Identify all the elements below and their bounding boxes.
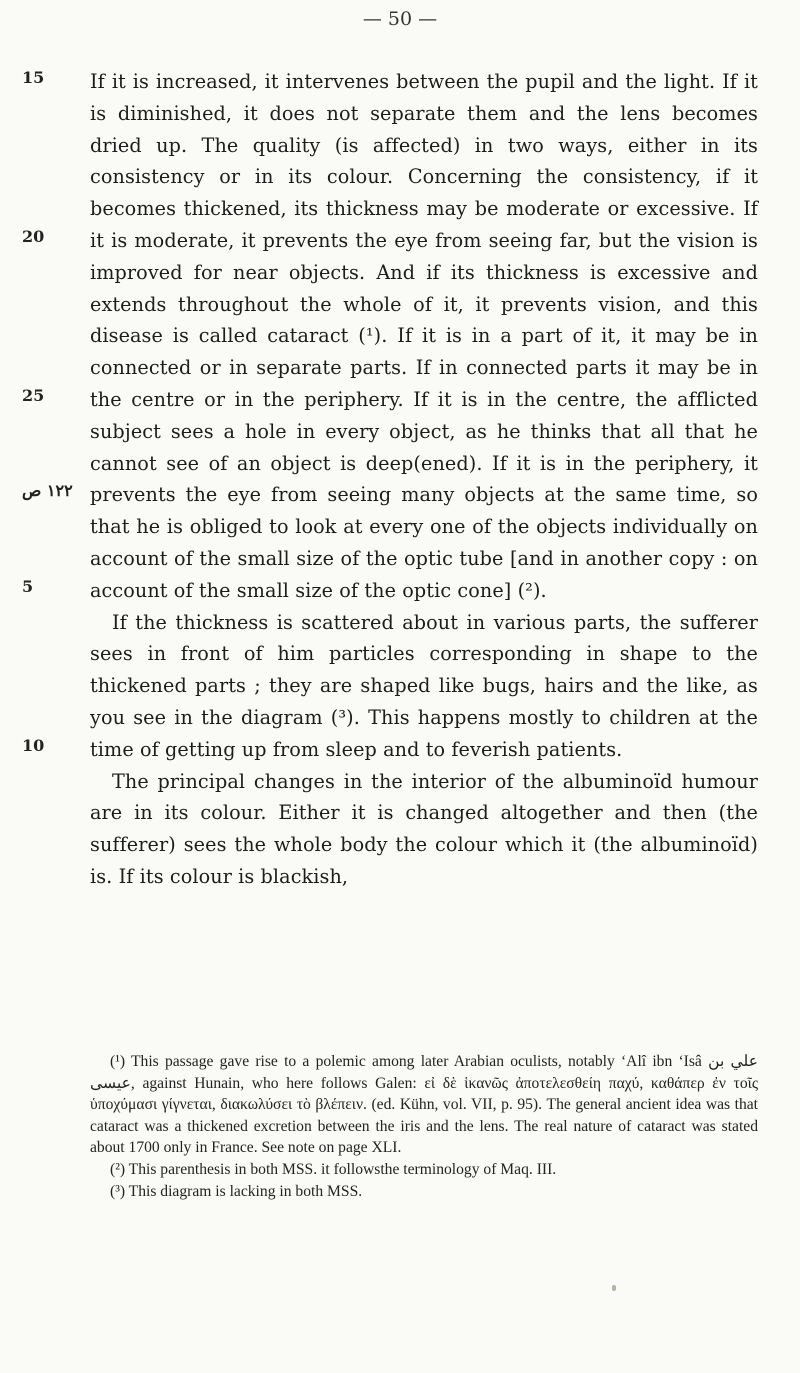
footnote: (²) This parenthesis in both MSS. it followsthe terminology of Maq. III. <box>110 1160 557 1178</box>
footnotes <box>90 1051 758 1202</box>
paragraph: If the thickness is scattered about in various parts, the sufferer sees in front of him particles corresponding in shape to the thickened parts ; they are shaped like bugs, hairs and the like, as you see in the diagram (³). This happens mostly to children at the time of getting up from sleep and to feverish patients. <box>90 610 758 761</box>
margin-number: 10 <box>22 736 45 755</box>
paragraph: If it is increased, it intervenes between the pupil and the light. If it is diminished, it does not separate them and the lens becomes dried up. The quality (is affected) in two ways, either in its consistency or in its colour. Concerning the consistency, if it becomes thickened, its thickness may be moderate or excessive. If it is moderate, it prevents the eye from seeing far, but the vision is improved for near objects. And if its thickness is excessive and extends throughout the whole of it, it prevents vision, and this disease is called cataract (¹). If it is in a part of it, it may be in connected or in separate parts. If in connected parts it may be in the centre or in the periphery. If it is in the centre, the afflicted subject sees a hole in every object, as he thinks that all that he cannot see of an object is deep(ened). If it is in the periphery, it prevents the eye from seeing many objects at the same time, so that he is obliged to look at every one of the objects individually on account of the small size of the optic tube [and in another copy : on account of the small size of the optic cone] (²). <box>90 70 758 602</box>
margin-number: 25 <box>22 386 45 405</box>
paragraph: The principal changes in the interior of the albuminoïd humour are in its colour. Either it is changed altogether and then (the sufferer) sees the whole body the colour which it (the albuminoïd) is. If its colour is blackish, <box>90 769 758 888</box>
margin-number: ١٢٢ ص <box>22 481 73 500</box>
margin-number: 20 <box>22 227 45 246</box>
main-text <box>90 66 758 893</box>
margin-number: 15 <box>22 68 45 87</box>
page-number: — 50 — <box>362 8 438 30</box>
margin-number: 5 <box>22 577 34 596</box>
footnote: (³) This diagram is lacking in both MSS. <box>110 1182 363 1200</box>
footnote: (¹) This passage gave rise to a polemic among later Arabian oculists, notably ‘Alî ibn ‘Isâ علي بن عيسى, against Hunain, who here follows Galen: εἰ δὲ ἱκανῶς ἀποτελεσθείη παχύ, καθάπερ ἐν τοῖς ὑποχύμασι γίγνεται, διακωλύσει τὸ βλέπειν. (ed. Kühn, vol. VII, p. 95). The general ancient idea was that cataract was a thickened excretion between the iris and the lens. The real nature of cataract was stated about 1700 only in France. See note on page XLI. <box>90 1053 758 1157</box>
paper-speck <box>612 1285 616 1291</box>
